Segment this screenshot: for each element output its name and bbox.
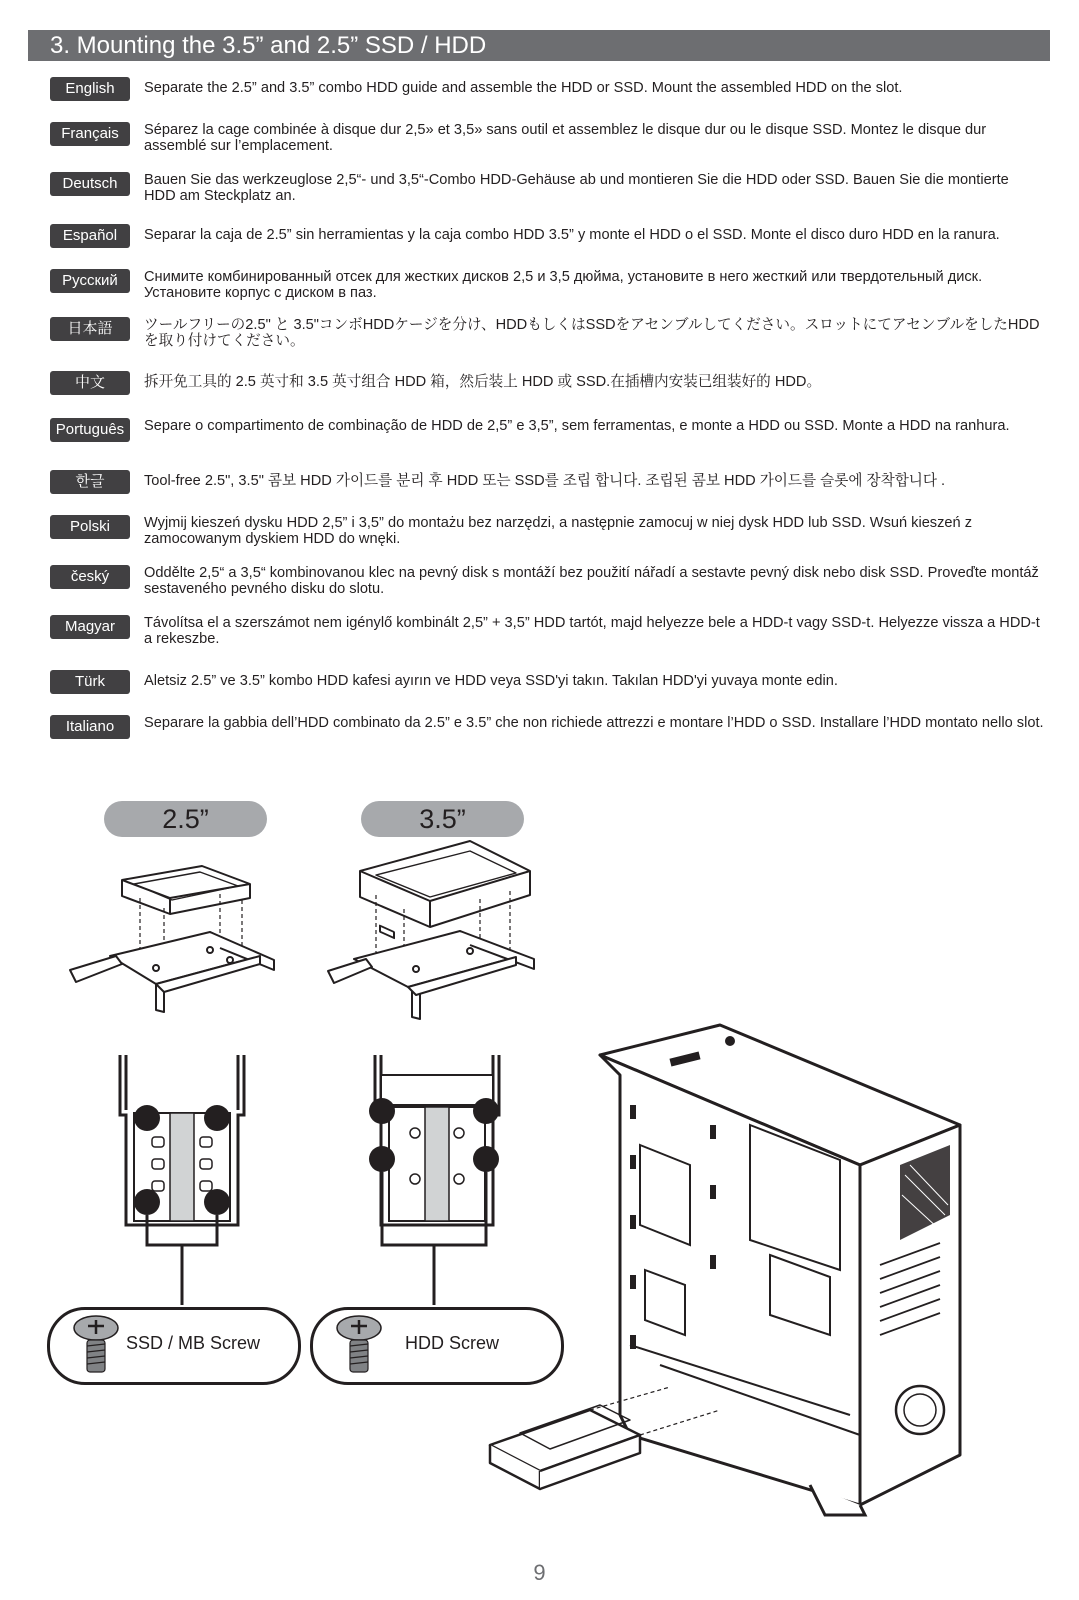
language-badge: 日本語 [50,317,130,341]
language-badge: Italiano [50,715,130,739]
instruction-text: Снимите комбинированный отсек для жестких дисков 2,5 и 3,5 дюйма, установите в него жесткий или твердотельный диск. Установите корпус с диском в паз. [144,269,983,301]
size-label-text: 2.5” [162,804,209,834]
language-badge: Français [50,122,130,146]
language-badge: Türk [50,670,130,694]
language-badge: Deutsch [50,172,130,196]
page-number: 9 [533,1560,546,1585]
instruction-text: Távolítsa el a szerszámot nem igénylő kombinált 2,5” + 3,5” HDD tartót, majd helyezze bele a HDD-t vagy SSD-t. Helyezze vissza a HDD-t a rekeszbe. [144,615,1040,647]
language-badge: 한글 [50,470,130,494]
ssd-mb-screw-callout [47,1307,301,1385]
language-badge: Português [50,418,130,442]
hdd-screw-label: HDD Screw [405,1333,500,1353]
screw-icon [72,1314,120,1376]
instruction-text: Aletsiz 2.5” ve 3.5” kombo HDD kafesi ayırın ve HDD veya SSD'yi takın. Takılan HDD'yi yuvaya monte edin. [144,673,838,689]
language-badge: English [50,77,130,101]
instruction-text: Wyjmij kieszeń dysku HDD 2,5” i 3,5” do montażu bez narzędzi, a następnie zamocuj w niej dysk HDD lub SSD. Wsuń kieszeń z zamocowanym dyskiem HDD do wnęki. [144,515,972,547]
instruction-text: Tool-free 2.5", 3.5" 콤보 HDD 가이드를 분리 후 HDD 또는 SSD를 조립 합니다. 조립된 콤보 HDD 가이드를 슬롯에 장착합니다 . [144,473,946,489]
language-badge: Русский [50,269,130,293]
language-badge: Polski [50,515,130,539]
ssd-cage-bottom-view [112,1055,252,1305]
section-title: 3. Mounting the 3.5” and 2.5” SSD / HDD [50,32,487,59]
language-badge: český [50,565,130,589]
instruction-text: Separar la caja de 2.5” sin herramientas y la caja combo HDD 3.5” y monte el HDD o el SSD. Monte el disco duro HDD en la ranura. [144,227,1000,243]
ssd-exploded-illustration [60,860,290,1040]
instruction-text: Oddělte 2,5“ a 3,5“ kombinovanou klec na pevný disk s montáží bez použití nářadí a sestavte pevný disk nebo disk SSD. Proveďte montáž sestaveného pevného disku do slotu. [144,565,1039,597]
hdd-exploded-illustration [320,835,550,1035]
instruction-text: 拆开免工具的 2.5 英寸和 3.5 英寸组合 HDD 箱，然后装上 HDD 或 SSD.在插槽内安装已组装好的 HDD。 [144,374,822,390]
language-badge: Español [50,224,130,248]
size-label-2-5 [104,801,267,837]
section-title-bar [28,30,1050,61]
instruction-text: Separare la gabbia dell’HDD combinato da 2.5” e 3.5” che non richiede attrezzi e montare l’HDD o SSD. Installare l’HDD montato nello slot. [144,715,1044,731]
instruction-text: Separate the 2.5” and 3.5” combo HDD guide and assemble the HDD or SSD. Mount the assembled HDD on the slot. [144,80,903,96]
pc-case-illustration [480,1015,1000,1540]
instruction-text: ツールフリーの2.5" と 3.5"コンボHDDケージを分け、HDDもしくはSSDをアセンブルしてください。スロットにてアセンブルをしたHDDを取り付けてください。 [144,317,1040,349]
instruction-text: Bauen Sie das werkzeuglose 2,5“- und 3,5“-Combo HDD-Gehäuse ab und montieren Sie die HDD oder SSD. Bauen Sie die montierte HDD am Steckplatz an. [144,172,1009,204]
instruction-text: Separe o compartimento de combinação de HDD de 2,5” e 3,5”, sem ferramentas, e monte a HDD ou SSD. Monte a HDD na ranhura. [144,418,1010,434]
size-label-3-5 [361,801,524,837]
language-badge: 中文 [50,371,130,395]
instruction-text: Séparez la cage combinée à disque dur 2,5» et 3,5» sans outil et assemblez le disque dur ou le disque SSD. Montez le disque dur assemblé sur l’emplacement. [144,122,987,154]
size-label-text: 3.5” [419,804,466,834]
screw-icon [335,1314,383,1376]
ssd-mb-screw-label: SSD / MB Screw [126,1333,261,1353]
language-badge: Magyar [50,615,130,639]
